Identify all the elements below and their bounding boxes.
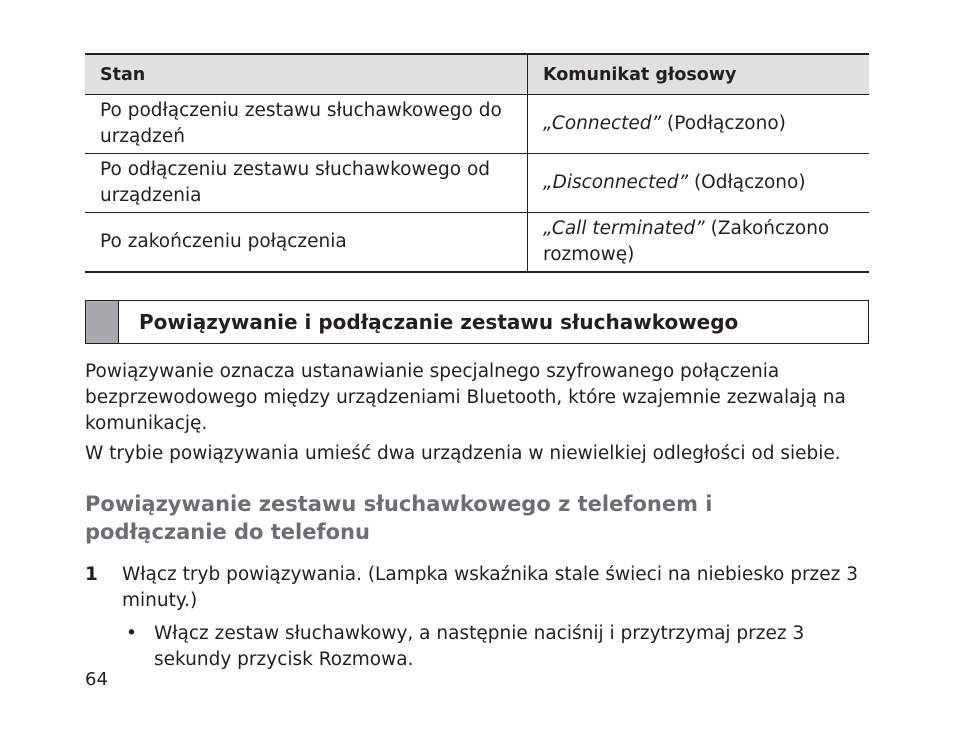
message-english: „Disconnected” — [543, 172, 689, 193]
message-polish: (Podłączono) — [661, 113, 786, 134]
table-row — [85, 213, 869, 273]
row-voice-message — [528, 154, 870, 213]
table-row — [85, 95, 869, 154]
status-table — [85, 53, 869, 273]
page-number: 64 — [85, 669, 108, 690]
section-header — [85, 300, 869, 344]
table-header-row — [85, 54, 869, 95]
bullet-text: Włącz zestaw słuchawkowy, a następnie naciśnij i przytrzymaj przez 3 sekundy przycisk Rozmowa. — [154, 623, 805, 670]
row-state: Po zakończeniu połączenia — [85, 213, 528, 273]
bullet-item — [122, 621, 869, 673]
step-item — [85, 562, 865, 614]
message-polish: (Odłączono) — [688, 172, 806, 193]
section-title: Powiązywanie i podłączanie zestawu słuchawkowego — [139, 310, 739, 334]
row-voice-message — [528, 213, 870, 273]
message-polish: (Zakończono rozmowę) — [543, 218, 830, 265]
section-marker — [86, 301, 119, 343]
header-voice-message: Komunikat głosowy — [528, 54, 870, 95]
step-number: 1 — [85, 564, 98, 585]
step-text: Włącz tryb powiązywania. (Lampka wskaźnika stale świeci na niebiesko przez 3 minuty.) — [122, 564, 859, 611]
row-state: Po odłączeniu zestawu słuchawkowego od urządzenia — [85, 154, 528, 213]
message-english: „Call terminated” — [543, 218, 705, 239]
body-paragraph: W trybie powiązywania umieść dwa urządzenia w niewielkiej odległości od siebie. — [85, 443, 841, 464]
subheading: Powiązywanie zestawu słuchawkowego z telefonem i podłączanie do telefonu — [85, 492, 713, 544]
body-paragraph: Powiązywanie oznacza ustanawianie specjalnego szyfrowanego połączenia bezprzewodowego między urządzeniami Bluetooth, które wzajemnie zezwalają na komunikację. — [85, 361, 846, 434]
row-state: Po podłączeniu zestawu słuchawkowego do urządzeń — [85, 95, 528, 154]
message-english: „Connected” — [543, 113, 662, 134]
row-voice-message — [528, 95, 870, 154]
table-row — [85, 154, 869, 213]
bullet-dot-icon: • — [126, 623, 137, 644]
header-state: Stan — [85, 54, 528, 95]
